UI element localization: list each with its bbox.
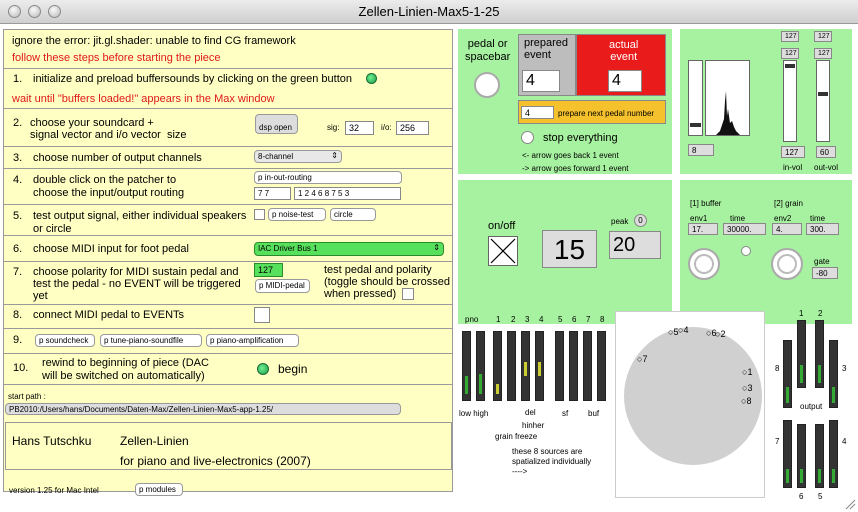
piece-title: Zellen-Linien — [120, 434, 189, 448]
output-label-6: 6 — [799, 492, 804, 501]
divider — [3, 108, 453, 109]
io-vector-input[interactable]: 256 — [396, 121, 429, 135]
dsp-open-button[interactable]: dsp open — [255, 114, 298, 134]
sig-label: sig: — [327, 123, 340, 132]
source-point-8[interactable]: ○8 — [741, 396, 752, 406]
wait-note: wait until "buffers loaded!" appears in the Max window — [12, 93, 275, 105]
noise-toggle[interactable] — [254, 209, 265, 220]
source-point-7[interactable]: ○7 — [637, 354, 648, 364]
step3-text: choose number of output channels — [33, 152, 202, 164]
output-meter-6 — [797, 424, 806, 488]
slider-knob — [818, 92, 828, 96]
mixer-head-3: 3 — [525, 315, 530, 324]
mixer-head-pno: pno — [465, 315, 479, 324]
env2-dial[interactable] — [771, 248, 803, 280]
mixer-head-2: 2 — [511, 315, 516, 324]
actual-event-label: actual event — [609, 39, 639, 63]
low-high-label: low high — [459, 409, 489, 418]
chevron-down-icon: ⇕ — [433, 243, 440, 252]
onoff-toggle[interactable] — [488, 236, 518, 266]
mixer-head-4: 4 — [539, 315, 544, 324]
next-event-value[interactable]: 4 — [521, 106, 554, 119]
circle-button[interactable]: circle — [330, 208, 376, 221]
piano-amplification-patcher[interactable]: p piano-amplification — [206, 334, 299, 347]
buffer-label: [1] buffer — [690, 199, 722, 208]
connect-pedal-toggle[interactable] — [254, 307, 270, 323]
output-meter-2 — [815, 320, 824, 388]
time2-value[interactable]: 300. — [806, 223, 839, 235]
in-vol-label: in-vol — [783, 163, 803, 172]
out-vol-label: out-vol — [814, 163, 839, 172]
divider — [3, 384, 453, 385]
chevron-down-icon: ⇕ — [331, 151, 338, 160]
output-label-2: 2 — [818, 309, 823, 318]
midi-pedal-patcher[interactable]: p MIDI-pedal — [255, 279, 310, 293]
divider — [3, 261, 453, 262]
gate-value[interactable]: -80 — [812, 267, 838, 279]
piece-subtitle: for piano and live-electronics (2007) — [120, 454, 311, 468]
source-point-4[interactable]: ○4 — [678, 325, 689, 335]
pedal-test-toggle[interactable] — [402, 288, 414, 300]
tune-piano-patcher[interactable]: p tune-piano-soundfile — [100, 334, 202, 347]
start-path-label: start path : — [8, 392, 46, 401]
slider-knob — [785, 64, 795, 68]
time2-label: time — [810, 214, 826, 223]
error-note: ignore the error: jit.gl.shader: unable to find CG framework — [12, 35, 296, 47]
divider — [3, 68, 453, 69]
pedal-trigger-button[interactable] — [474, 72, 500, 98]
buf-label: buf — [588, 409, 600, 418]
stop-everything-label: stop everything — [543, 132, 618, 144]
env1-dial[interactable] — [688, 248, 720, 280]
output-channels-select[interactable] — [254, 150, 342, 163]
noise-test-patcher[interactable]: p noise-test — [268, 208, 326, 221]
gate-label: gate — [814, 257, 830, 266]
step4-text: double click on the patcher to choose the input/output routing — [33, 174, 185, 199]
env1-value[interactable]: 17. — [688, 223, 718, 235]
actual-event-value: 4 — [608, 70, 642, 92]
step8-text: connect MIDI pedal to EVENTs — [33, 309, 185, 321]
step1-text: initialize and preload buffersounds by clicking on the green button — [33, 73, 353, 85]
step4-number: 4. — [13, 174, 23, 186]
histogram-display — [705, 60, 750, 136]
env2-label: env2 — [774, 214, 792, 223]
step1-number: 1. — [13, 73, 23, 85]
grain-label: [2] grain — [774, 199, 803, 208]
del-label: del — [525, 408, 536, 417]
out-vol-top-value[interactable]: 127 — [814, 31, 832, 42]
env1-label: env1 — [690, 214, 708, 223]
peak-label: peak — [611, 217, 629, 226]
step10-text: rewind to beginning of piece (DAC will be switched on automatically) — [42, 357, 209, 382]
hinher-label: hinher — [522, 421, 545, 430]
step8-number: 8. — [13, 309, 23, 321]
soundcheck-patcher[interactable]: p soundcheck — [35, 334, 95, 347]
resize-grip-icon[interactable] — [844, 498, 856, 510]
step7-number: 7. — [13, 266, 23, 278]
step9-number: 9. — [13, 334, 23, 346]
mixer-head-7: 7 — [586, 315, 591, 324]
arrow-forward-note: -> arrow goes forward 1 event — [522, 164, 629, 173]
step6-text: choose MIDI input for foot pedal — [33, 243, 189, 255]
divider — [3, 168, 453, 169]
version-text: version 1.25 for Mac Intel — [9, 486, 99, 495]
slider-knob — [690, 123, 701, 127]
env2-value[interactable]: 4. — [772, 223, 802, 235]
spatial-note: these 8 sources are spatialized individually ----> — [512, 447, 592, 476]
level-meter — [555, 331, 564, 401]
divider — [3, 304, 453, 305]
mixer-head-8: 8 — [600, 315, 605, 324]
source-point-6[interactable]: ○6 — [706, 328, 717, 338]
output-label-8: 8 — [775, 364, 780, 373]
step5-number: 5. — [13, 210, 23, 222]
routing-in[interactable]: 7 7 — [254, 187, 291, 200]
step2-text: choose your soundcard + signal vector and i/o vector size — [30, 117, 187, 141]
output-label-7: 7 — [775, 437, 780, 446]
sig-vector-input[interactable]: 32 — [345, 121, 374, 135]
preload-button[interactable] — [366, 73, 377, 84]
midi-input-select[interactable] — [254, 242, 444, 256]
step5-text: test output signal, either individual speakers or circle — [33, 210, 247, 235]
output-label-4: 4 — [842, 437, 847, 446]
level-meter — [507, 331, 516, 401]
next-event-label: prepare next pedal number — [558, 109, 655, 118]
mixer-head-6: 6 — [572, 315, 577, 324]
source-point-5[interactable]: ○5 — [668, 327, 679, 337]
output-label-1: 1 — [799, 309, 804, 318]
divider — [3, 353, 453, 354]
histogram-value[interactable]: 8 — [688, 144, 714, 156]
begin-label: begin — [278, 362, 308, 376]
sf-label: sf — [562, 409, 569, 418]
start-path-field[interactable]: PB2010:/Users/hans/Documents/Daten-Max/Zellen-Linien-Max5-app-1.25/ — [5, 403, 401, 415]
link-button[interactable] — [741, 246, 751, 256]
mixer-head-5: 5 — [558, 315, 563, 324]
out-vol-mid-value[interactable]: 127 — [814, 48, 832, 59]
mixer-head-1: 1 — [496, 315, 501, 324]
grain-freeze-label: grain freeze — [495, 432, 538, 441]
output-meter-4 — [829, 420, 838, 488]
peak-reset-button[interactable]: 0 — [634, 214, 647, 227]
divider — [3, 235, 453, 236]
begin-button[interactable] — [257, 363, 269, 375]
author-name: Hans Tutschku — [12, 434, 92, 448]
output-channels-value: 8-channel — [258, 152, 294, 161]
arrow-back-note: <- arrow goes back 1 event — [522, 151, 619, 160]
time1-value[interactable]: 30000. — [723, 223, 766, 235]
output-meter-7 — [783, 420, 792, 488]
level-meter — [569, 331, 578, 401]
step3-number: 3. — [13, 152, 23, 164]
in-vol-top-value[interactable]: 127 — [781, 31, 799, 42]
source-point-2[interactable]: ○2 — [715, 329, 726, 339]
step7-text: choose polarity for MIDI sustain pedal and test the pedal - no EVENT will be triggered yet — [33, 266, 241, 302]
output-label-3: 3 — [842, 364, 847, 373]
in-vol-value[interactable]: 127 — [781, 146, 805, 158]
level-meter — [462, 331, 471, 401]
out-vol-slider[interactable] — [816, 60, 830, 142]
test-pedal-text: test pedal and polarity (toggle should be crossed when pressed) — [324, 264, 450, 300]
time1-label: time — [730, 214, 746, 223]
step10-number: 10. — [13, 362, 29, 374]
level-meter — [583, 331, 592, 401]
output-meter-8 — [783, 340, 792, 408]
onoff-label: on/off — [488, 220, 516, 232]
window-title: Zellen-Linien-Max5-1-25 — [358, 4, 500, 19]
level-meter — [597, 331, 606, 401]
follow-note: follow these steps before starting the piece — [12, 52, 221, 64]
in-vol-slider[interactable] — [783, 60, 797, 142]
midi-input-value: IAC Driver Bus 1 — [258, 244, 318, 253]
big-number-display: 15 — [542, 230, 597, 268]
stop-everything-button[interactable] — [521, 131, 534, 144]
output-label-5: 5 — [818, 492, 823, 501]
routing-out[interactable]: 1 2 4 6 8 7 5 3 — [294, 187, 401, 200]
level-meter — [535, 331, 544, 401]
prepared-event-value[interactable]: 4 — [522, 70, 560, 92]
io-label: i/o: — [381, 123, 392, 132]
in-vol-mid-value[interactable]: 127 — [781, 48, 799, 59]
step2-number: 2. — [13, 117, 23, 129]
pedal-label: pedal or spacebar — [465, 38, 511, 63]
modules-patcher[interactable]: p modules — [135, 483, 183, 496]
divider — [3, 204, 453, 205]
level-meter — [521, 331, 530, 401]
patcher-canvas — [0, 24, 858, 512]
midi-polarity-value[interactable]: 127 — [254, 263, 283, 277]
level-meter — [476, 331, 485, 401]
output-meter-1 — [797, 320, 806, 388]
output-title: output — [800, 402, 823, 411]
peak-value-display: 20 — [609, 231, 661, 259]
divider — [3, 146, 453, 147]
output-meter-3 — [829, 340, 838, 408]
divider — [3, 328, 453, 329]
prepared-event-label: prepared event — [524, 37, 569, 61]
source-point-3[interactable]: ○3 — [742, 383, 753, 393]
in-out-routing-patcher[interactable]: p in-out-routing — [254, 171, 402, 184]
source-point-1[interactable]: ○1 — [742, 367, 753, 377]
out-vol-value[interactable]: 60 — [816, 146, 836, 158]
gain-slider[interactable] — [688, 60, 703, 136]
output-meter-5 — [815, 424, 824, 488]
level-meter — [493, 331, 502, 401]
step6-number: 6. — [13, 243, 23, 255]
